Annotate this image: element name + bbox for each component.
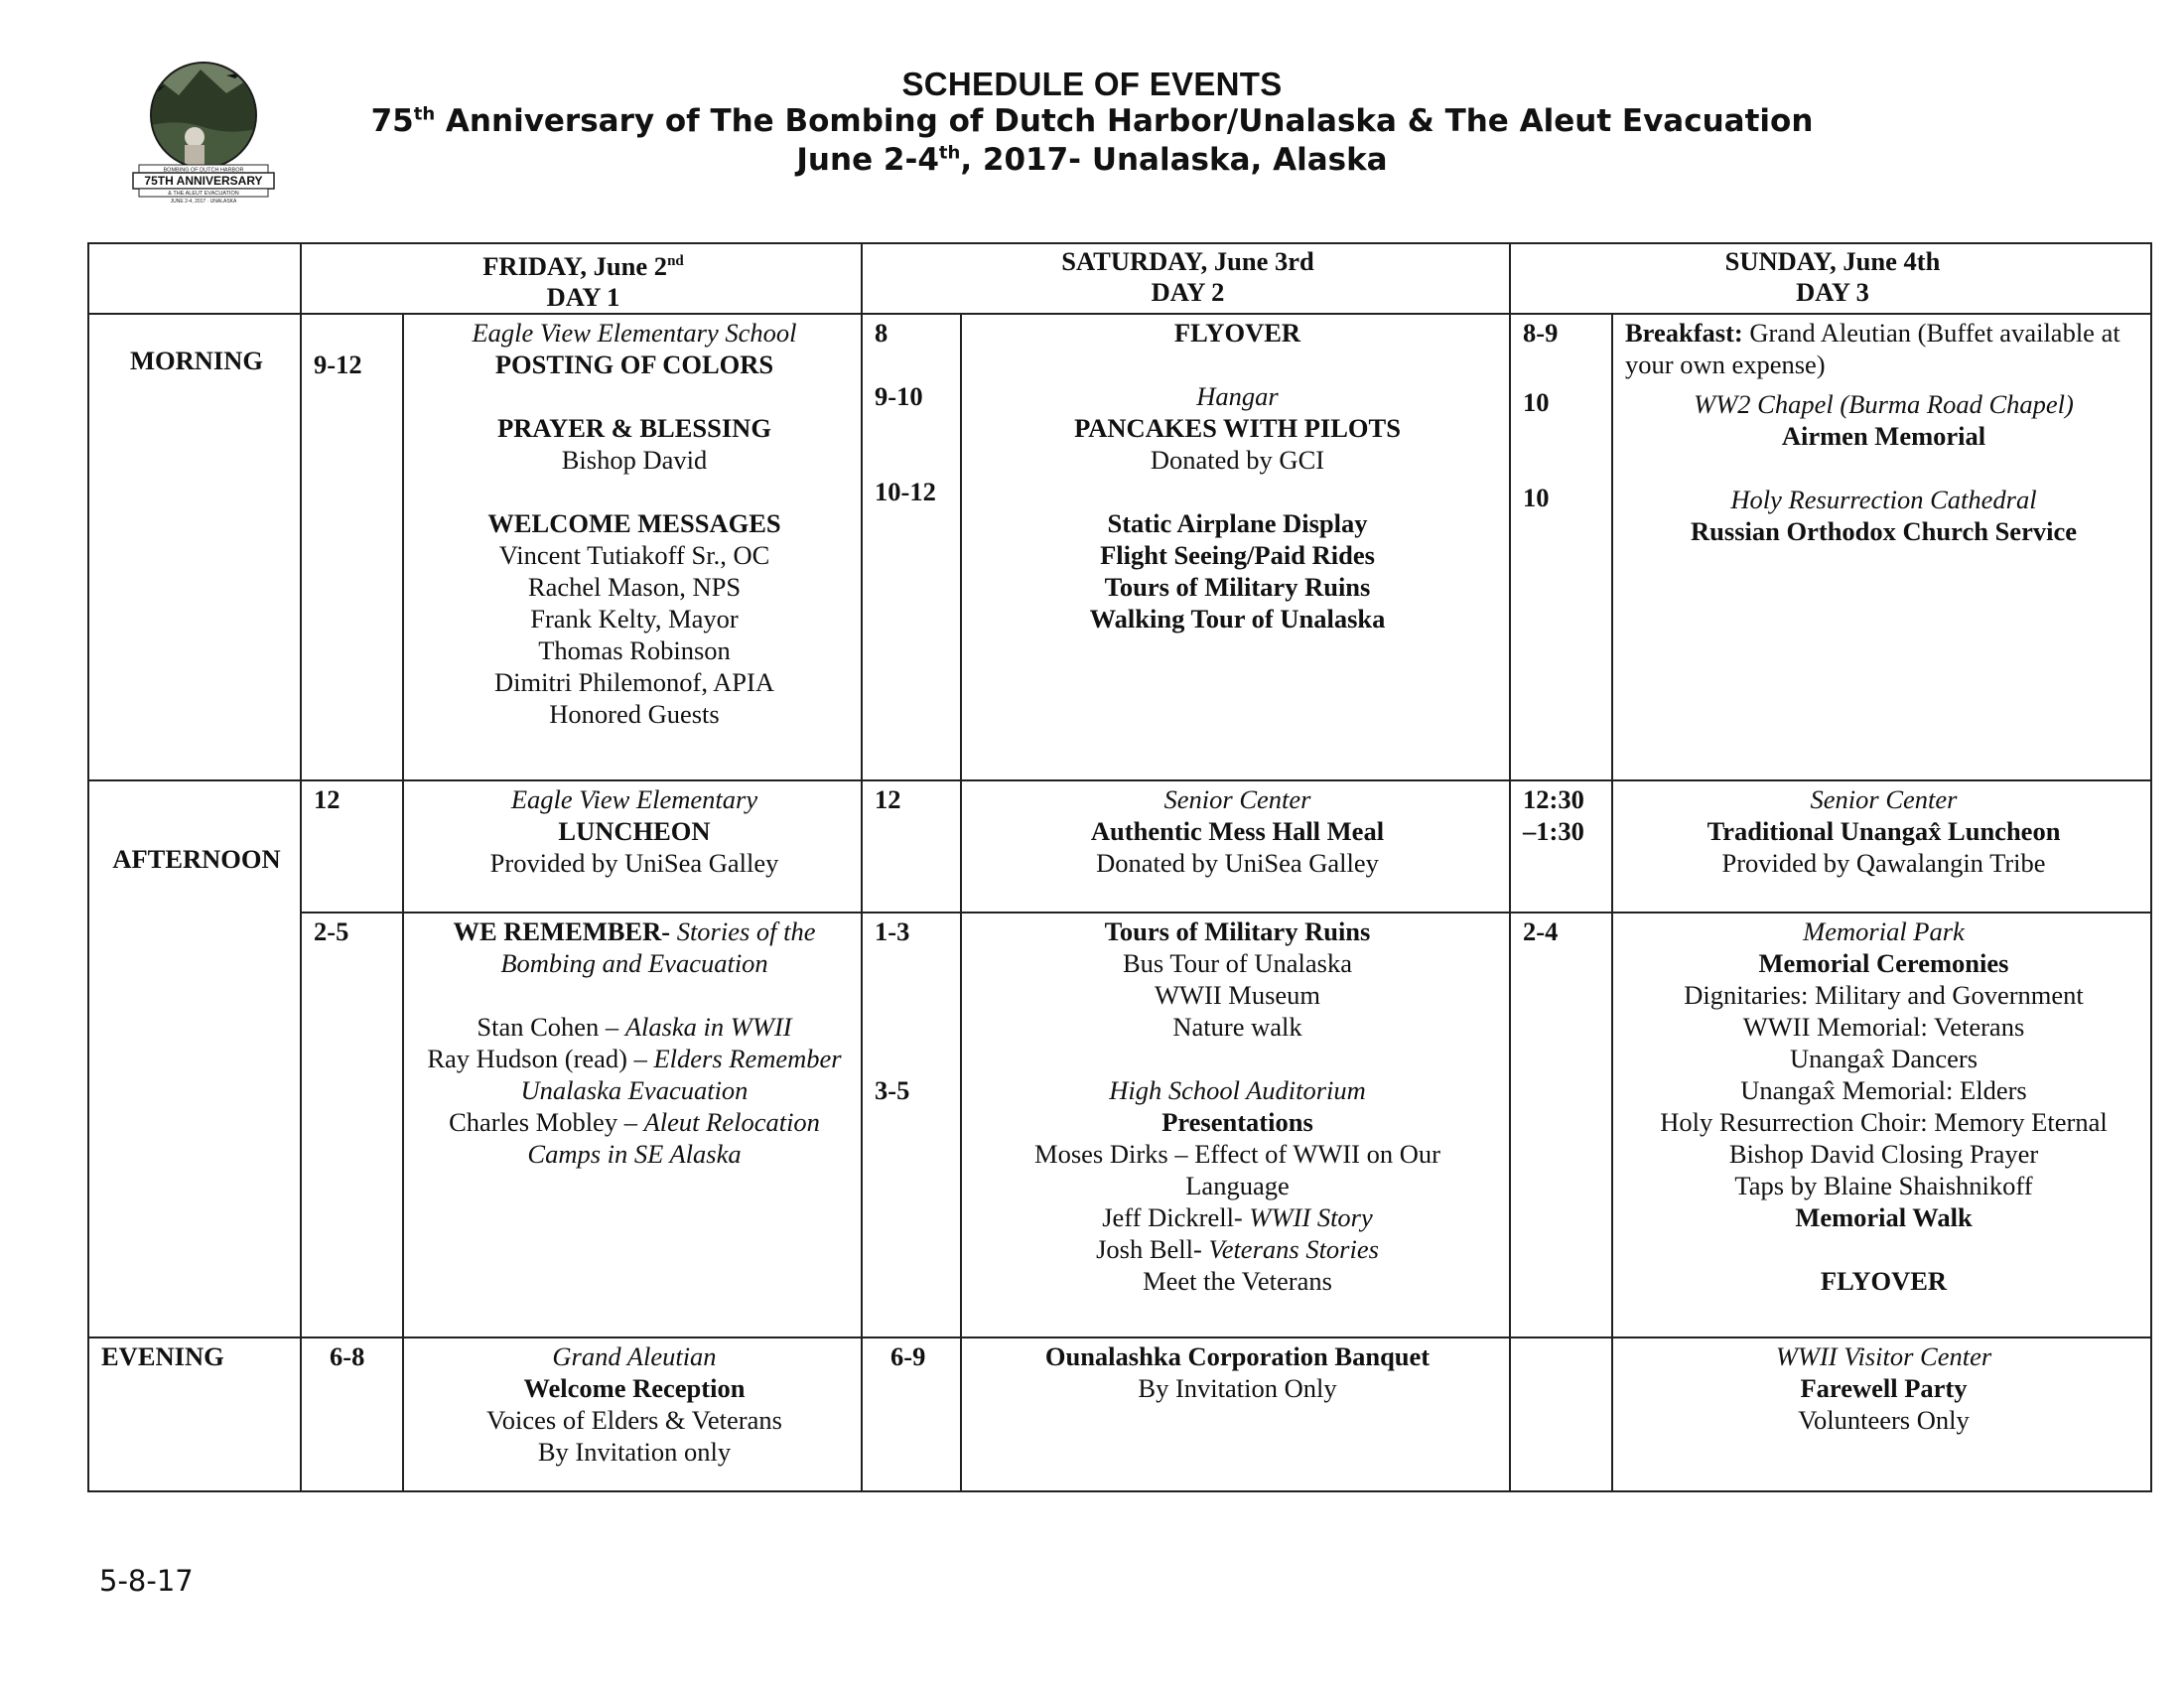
sat-lunch-time: 12	[862, 780, 961, 913]
event-title: Ounalashka Corporation Banquet	[1044, 1340, 1431, 1371]
fri-afternoon-time: 2-5	[301, 913, 403, 1337]
fri-lunch-time: 12	[301, 780, 403, 913]
time: 1-3	[875, 915, 910, 946]
event-title: POSTING OF COLORS	[494, 349, 774, 379]
afternoon-row	[88, 913, 2151, 1337]
sat-lunch-events	[961, 780, 1510, 913]
ceremony-item: Bishop David Closing Prayer	[1728, 1138, 2039, 1169]
day-header-friday: FRIDAY, June 2nd DAY 1	[301, 243, 862, 314]
presentation: Moses Dirks – Effect of WWII on Our Language	[1034, 1138, 1440, 1200]
time: 3-5	[875, 1074, 910, 1105]
ceremony-item: Dignitaries: Military and Government	[1684, 979, 2084, 1010]
sat-morning-times	[862, 314, 961, 780]
sun-afternoon-time: 2-4	[1510, 913, 1612, 1337]
sun-lunch-time: 12:30 –1:30	[1510, 780, 1612, 913]
venue: Hangar	[1196, 380, 1279, 411]
fri-evening-events	[403, 1337, 862, 1491]
ceremony-item: Holy Resurrection Choir: Memory Eternal	[1660, 1106, 2108, 1137]
page-subtitle: 75th Anniversary of The Bombing of Dutch Harbor/Unalaska & The Aleut Evacuation	[370, 103, 1814, 139]
activity: Static Airplane Display	[1107, 507, 1368, 538]
activity: Flight Seeing/Paid Rides	[1100, 539, 1375, 570]
schedule-table	[87, 242, 2152, 1492]
talk: Stan Cohen – Alaska in WWII	[477, 1011, 792, 1042]
sun-morning-times	[1510, 314, 1612, 780]
venue: Eagle View Elementary School	[472, 317, 797, 348]
event-title: Airmen Memorial	[1781, 420, 1986, 451]
ceremony-item: Unangax̂ Dancers	[1789, 1043, 1979, 1073]
logo-top-text: BOMBING OF DUTCH HARBOR	[163, 167, 244, 174]
event-detail: Provided by Qawalangin Tribe	[1721, 847, 2046, 878]
sun-evening-time	[1510, 1337, 1612, 1491]
event-title: Farewell Party	[1800, 1372, 1968, 1403]
sat-evening-events	[961, 1337, 1510, 1491]
event-detail: Nature walk	[1172, 1011, 1302, 1042]
event-title: Russian Orthodox Church Service	[1691, 515, 2077, 546]
fri-evening-time: 6-8	[301, 1337, 403, 1491]
sat-afternoon-events	[961, 913, 1510, 1337]
fri-lunch-events	[403, 780, 862, 913]
event-title: Memorial Walk	[1795, 1201, 1973, 1232]
fri-afternoon-events	[403, 913, 862, 1337]
speaker: Vincent Tutiakoff Sr., OC	[498, 539, 770, 570]
fri-morning-time: 9-12	[301, 314, 403, 780]
header-row	[88, 243, 2151, 314]
venue: Eagle View Elementary	[510, 783, 758, 814]
talk: Charles Mobley – Aleut Relocation Camps in SE Alaska	[449, 1106, 820, 1169]
event-detail: Voices of Elders & Veterans	[486, 1404, 782, 1435]
event-title: FLYOVER	[1820, 1265, 1948, 1296]
event-title: PRAYER & BLESSING	[497, 412, 771, 443]
time: 9-10	[875, 380, 923, 411]
time: 10	[1523, 386, 1550, 417]
corner-cell	[88, 243, 301, 314]
sun-lunch-events	[1612, 780, 2151, 913]
speaker: Rachel Mason, NPS	[527, 571, 742, 602]
page-title: SCHEDULE OF EVENTS	[901, 66, 1283, 102]
event-detail: WWII Museum	[1154, 979, 1321, 1010]
venue: Grand Aleutian	[552, 1340, 717, 1371]
venue: Senior Center	[1163, 783, 1311, 814]
talk: Ray Hudson (read) – Elders Remember Unalaska Evacuation	[427, 1043, 842, 1105]
event-detail: By Invitation Only	[1138, 1372, 1337, 1403]
period-afternoon: AFTERNOON	[88, 780, 301, 1337]
venue: Memorial Park	[1803, 915, 1965, 946]
ceremony-item: Unangax̂ Memorial: Elders	[1740, 1074, 2027, 1105]
period-morning: MORNING	[88, 314, 301, 780]
speaker: Dimitri Philemonof, APIA	[494, 666, 774, 697]
day-header-saturday: SATURDAY, June 3rd DAY 2	[862, 243, 1510, 314]
event-title: Tours of Military Ruins	[1104, 915, 1371, 946]
revision-date: 5-8-17	[99, 1564, 194, 1598]
speaker: Frank Kelty, Mayor	[530, 603, 739, 633]
event-title: Welcome Reception	[523, 1372, 746, 1403]
ceremony-item: Taps by Blaine Shaishnikoff	[1734, 1170, 2033, 1200]
event-title: WE REMEMBER- Stories of the Bombing and Evacuation	[453, 915, 816, 978]
event-detail: Bishop David	[561, 444, 708, 475]
morning-row	[88, 314, 2151, 780]
event-detail: Volunteers Only	[1798, 1404, 1970, 1435]
time: 8-9	[1523, 317, 1559, 348]
sat-afternoon-times	[862, 913, 961, 1337]
logo-main-text: 75TH ANNIVERSARY	[144, 174, 263, 188]
event-detail: Bus Tour of Unalaska	[1123, 947, 1352, 978]
breakfast-detail: Breakfast: Grand Aleutian (Buffet available at your own expense)	[1625, 317, 2120, 379]
event-title: LUNCHEON	[558, 815, 711, 846]
sun-evening-events	[1612, 1337, 2151, 1491]
activity: Tours of Military Ruins	[1104, 571, 1371, 602]
sat-evening-time: 6-9	[862, 1337, 961, 1491]
evening-row	[88, 1337, 2151, 1491]
activity: Walking Tour of Unalaska	[1089, 603, 1386, 633]
speaker: Honored Guests	[549, 698, 720, 729]
speaker: Thomas Robinson	[538, 634, 731, 665]
event-detail: Donated by UniSea Galley	[1096, 847, 1379, 878]
day-header-sunday: SUNDAY, June 4th DAY 3	[1510, 243, 2151, 314]
presentation: Josh Bell- Veterans Stories	[1096, 1233, 1379, 1264]
event-title: Authentic Mess Hall Meal	[1090, 815, 1385, 846]
event-title: FLYOVER	[1173, 317, 1301, 348]
venue: WW2 Chapel (Burma Road Chapel)	[1694, 388, 2074, 419]
event-title: Traditional Unangax̂ Luncheon	[1706, 815, 2061, 846]
event-title: Presentations	[1161, 1106, 1313, 1137]
event-title: WELCOME MESSAGES	[487, 507, 781, 538]
lunch-row	[88, 780, 2151, 913]
venue: Holy Resurrection Cathedral	[1730, 484, 2037, 514]
event-title: PANCAKES WITH PILOTS	[1074, 412, 1401, 443]
period-evening: EVENING	[88, 1337, 301, 1491]
event-detail: Donated by GCI	[1150, 444, 1325, 475]
sun-morning-events	[1612, 314, 2151, 780]
time: 10	[1523, 482, 1550, 512]
event-title: Memorial Ceremonies	[1758, 947, 2009, 978]
ceremony-item: WWII Memorial: Veterans	[1742, 1011, 2025, 1042]
venue: Senior Center	[1810, 783, 1958, 814]
venue: High School Auditorium	[1109, 1074, 1366, 1105]
presentation: Jeff Dickrell- WWII Story	[1102, 1201, 1373, 1232]
sat-morning-events	[961, 314, 1510, 780]
event-detail: Provided by UniSea Galley	[489, 847, 779, 878]
time: 10-12	[875, 476, 936, 506]
logo-sub-text: & THE ALEUT EVACUATION	[168, 191, 239, 197]
venue: WWII Visitor Center	[1775, 1340, 1992, 1371]
time: 8	[875, 317, 888, 348]
page-dates: June 2-4th, 2017- Unalaska, Alaska	[796, 142, 1388, 178]
presentation: Meet the Veterans	[1143, 1265, 1332, 1296]
sun-afternoon-events	[1612, 913, 2151, 1337]
event-detail: By Invitation only	[537, 1436, 732, 1467]
fri-morning-events	[403, 314, 862, 780]
logo-date-text: JUNE 2-4, 2017 · UNALASKA	[170, 199, 237, 205]
